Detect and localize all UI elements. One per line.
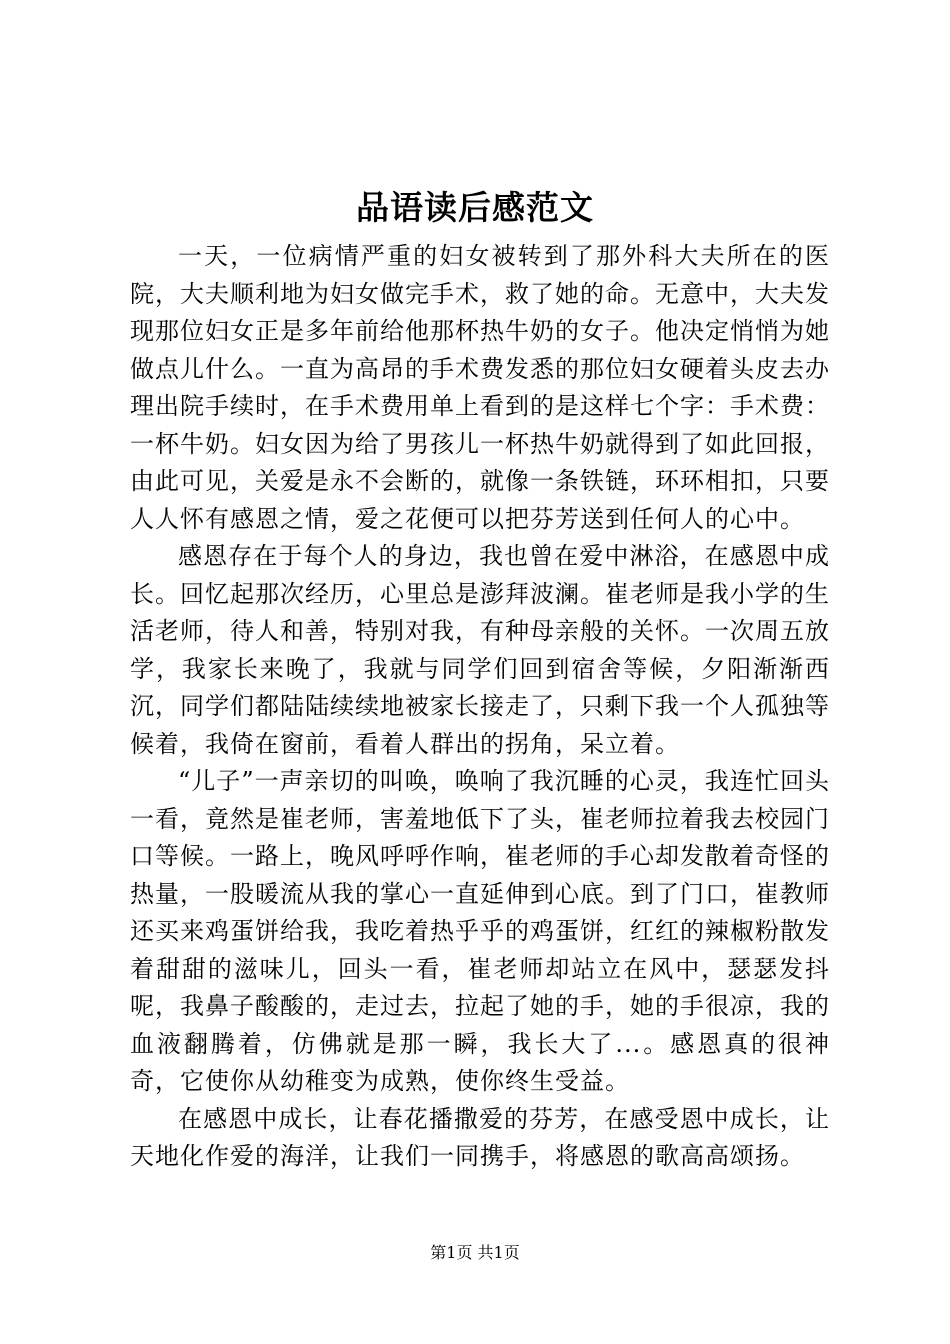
paragraph-3: “儿子”一声亲切的叫唤，唤响了我沉睡的心灵，我连忙回头一看，竟然是崔老师，害羞地低下了头，崔老师拉着我去校园门口等候。一路上，晚风呼呼作响，崔老师的手心却发散着奇怪的热量，一股暖流从我的掌心一直延伸到心底。到了门口，崔教师还买来鸡蛋饼给我，我吃着热乎乎的鸡蛋饼，红红的辣椒粉散发着甜甜的滋味儿，回头一看，崔老师却站立在风中，瑟瑟发抖呢，我鼻子酸酸的，走过去，拉起了她的手，她的手很凉，我的血液翻腾着，仿佛就是那一瞬，我长大了...。感恩真的很神奇，它使你从幼稚变为成熟，使你终生受益。 bbox=[130, 767, 830, 1095]
page-footer: 第1页 共1页 bbox=[430, 1243, 520, 1262]
paragraph-1: 一天，一位病情严重的妇女被转到了那外科大夫所在的医院，大夫顺利地为妇女做完手术，救了她的命。无意中，大夫发现那位妇女正是多年前给他那杯热牛奶的女子。他决定悄悄为她做点儿什么。一直为高昂的手术费发悉的那位妇女硬着头皮去办理出院手续时，在手术费用单上看到的是这样七个字：手术费：一杯牛奶。妇女因为给了男孩儿一杯热牛奶就得到了如此回报，由此可见，关爱是永不会断的，就像一条铁链，环环相扣，只要人人怀有感恩之情，爱之花便可以把芬芳送到任何人的心中。 bbox=[130, 242, 830, 533]
paragraph-4: 在感恩中成长，让春花播撒爱的芬芳，在感受恩中成长，让天地化作爱的海洋，让我们一同携手，将感恩的歌高高颂扬。 bbox=[130, 1104, 830, 1170]
document-title: 品语读后感范文 bbox=[356, 188, 594, 227]
paragraph-2: 感恩存在于每个人的身边，我也曾在爱中淋浴，在感恩中成长。回忆起那次经历，心里总是澎拜波澜。崔老师是我小学的生活老师，待人和善，特别对我，有种母亲般的关怀。一次周五放学，我家长来晚了，我就与同学们回到宿舍等候，夕阳渐渐西沉，同学们都陆陆续续地被家长接走了，只剩下我一个人孤独等候着，我倚在窗前，看着人群出的拐角，呆立着。 bbox=[130, 542, 830, 758]
document-body bbox=[130, 238, 830, 1176]
